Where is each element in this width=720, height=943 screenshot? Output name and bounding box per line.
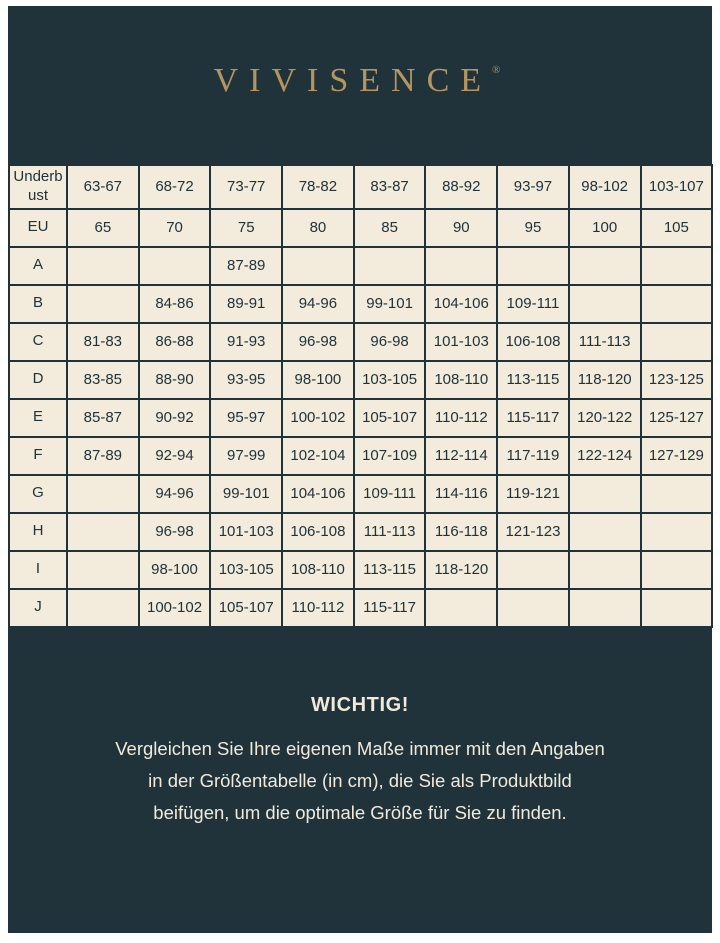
size-cell: 98-102 [569, 165, 641, 209]
size-cell: 94-96 [282, 285, 354, 323]
size-cell [354, 247, 426, 285]
size-cell: 101-103 [210, 513, 282, 551]
size-cell: 112-114 [425, 437, 497, 475]
size-cell [569, 475, 641, 513]
footer-body-text: Vergleichen Sie Ihre eigenen Maße immer mit den Angaben in der Größentabelle (in cm), die Sie als Produktbild beifügen, um die optimale Größe für Sie zu finden. [115, 737, 605, 824]
size-cell: 96-98 [354, 323, 426, 361]
size-cell: 127-129 [641, 437, 713, 475]
size-cell: 123-125 [641, 361, 713, 399]
size-cell: 84-86 [139, 285, 211, 323]
size-cell: 113-115 [354, 551, 426, 589]
size-cell: 75 [210, 209, 282, 247]
size-cell: 121-123 [497, 513, 569, 551]
table-row [9, 399, 712, 437]
size-cell: 88-92 [425, 165, 497, 209]
size-cell: 78-82 [282, 165, 354, 209]
size-table [8, 164, 713, 628]
size-cell: 104-106 [282, 475, 354, 513]
row-label-cell: D [9, 361, 67, 399]
size-cell: 99-101 [354, 285, 426, 323]
size-cell [569, 285, 641, 323]
size-cell: 83-87 [354, 165, 426, 209]
row-label-cell: I [9, 551, 67, 589]
size-cell: 106-108 [497, 323, 569, 361]
size-cell [139, 247, 211, 285]
size-cell: 93-97 [497, 165, 569, 209]
size-cell: 86-88 [139, 323, 211, 361]
size-cell [641, 247, 713, 285]
size-cell: 99-101 [210, 475, 282, 513]
size-cell: 85 [354, 209, 426, 247]
size-cell: 87-89 [210, 247, 282, 285]
footer-title: WICHTIG! [310, 693, 410, 716]
row-label-cell: A [9, 247, 67, 285]
size-cell: 103-105 [210, 551, 282, 589]
size-cell: 90-92 [139, 399, 211, 437]
size-cell [425, 247, 497, 285]
table-row [9, 551, 712, 589]
size-cell [569, 247, 641, 285]
row-label-cell: B [9, 285, 67, 323]
size-cell: 68-72 [139, 165, 211, 209]
size-cell: 110-112 [425, 399, 497, 437]
size-cell: 91-93 [210, 323, 282, 361]
size-cell: 100 [569, 209, 641, 247]
size-cell: 65 [67, 209, 139, 247]
table-row [9, 437, 712, 475]
size-cell: 95-97 [210, 399, 282, 437]
size-cell: 109-111 [354, 475, 426, 513]
size-cell: 115-117 [497, 399, 569, 437]
size-cell: 107-109 [354, 437, 426, 475]
brand-header [8, 6, 712, 100]
size-cell [67, 285, 139, 323]
size-cell: 108-110 [282, 551, 354, 589]
size-cell: 89-91 [210, 285, 282, 323]
size-cell: 93-95 [210, 361, 282, 399]
size-cell: 101-103 [425, 323, 497, 361]
size-cell: 73-77 [210, 165, 282, 209]
footer-note [8, 694, 712, 830]
size-cell [67, 589, 139, 627]
size-cell: 96-98 [139, 513, 211, 551]
row-label-cell: EU [9, 209, 67, 247]
size-cell: 103-107 [641, 165, 713, 209]
size-cell: 117-119 [497, 437, 569, 475]
size-cell [569, 589, 641, 627]
size-cell: 83-85 [67, 361, 139, 399]
size-cell [641, 589, 713, 627]
row-label-cell: E [9, 399, 67, 437]
size-cell: 114-116 [425, 475, 497, 513]
size-cell [497, 551, 569, 589]
size-cell [497, 247, 569, 285]
size-cell: 120-122 [569, 399, 641, 437]
size-cell: 125-127 [641, 399, 713, 437]
size-cell: 81-83 [67, 323, 139, 361]
size-cell [497, 589, 569, 627]
brand-logo [214, 62, 507, 100]
size-cell: 97-99 [210, 437, 282, 475]
table-row [9, 209, 712, 247]
size-cell: 108-110 [425, 361, 497, 399]
size-cell: 92-94 [139, 437, 211, 475]
size-cell: 111-113 [354, 513, 426, 551]
table-row [9, 475, 712, 513]
size-cell [641, 551, 713, 589]
row-label-cell: H [9, 513, 67, 551]
size-cell [67, 247, 139, 285]
size-cell: 63-67 [67, 165, 139, 209]
size-cell: 98-100 [282, 361, 354, 399]
size-cell [425, 589, 497, 627]
size-cell [67, 513, 139, 551]
row-label-cell: Underbust [9, 165, 67, 209]
size-cell [641, 285, 713, 323]
dark-panel [8, 6, 712, 933]
table-row [9, 513, 712, 551]
size-cell [569, 513, 641, 551]
size-cell: 90 [425, 209, 497, 247]
size-cell: 96-98 [282, 323, 354, 361]
size-cell: 113-115 [497, 361, 569, 399]
row-label-cell: G [9, 475, 67, 513]
size-cell: 100-102 [282, 399, 354, 437]
size-cell: 104-106 [425, 285, 497, 323]
size-cell: 119-121 [497, 475, 569, 513]
size-cell: 106-108 [282, 513, 354, 551]
size-cell: 105 [641, 209, 713, 247]
size-cell: 116-118 [425, 513, 497, 551]
row-label-cell: C [9, 323, 67, 361]
size-cell: 115-117 [354, 589, 426, 627]
size-cell [282, 247, 354, 285]
size-cell [641, 475, 713, 513]
size-cell [67, 475, 139, 513]
size-cell: 105-107 [210, 589, 282, 627]
size-cell [67, 551, 139, 589]
table-header-row [9, 165, 712, 209]
size-cell: 105-107 [354, 399, 426, 437]
brand-logo-text: VIVISENCE [213, 62, 493, 99]
table-row [9, 285, 712, 323]
size-cell [641, 323, 713, 361]
table-row [9, 361, 712, 399]
size-cell: 87-89 [67, 437, 139, 475]
table-row [9, 589, 712, 627]
size-cell: 80 [282, 209, 354, 247]
table-row [9, 323, 712, 361]
table-row [9, 247, 712, 285]
size-cell: 103-105 [354, 361, 426, 399]
size-cell: 110-112 [282, 589, 354, 627]
row-label-cell: F [9, 437, 67, 475]
size-table-body [9, 165, 712, 627]
size-cell: 109-111 [497, 285, 569, 323]
size-cell: 94-96 [139, 475, 211, 513]
size-cell: 98-100 [139, 551, 211, 589]
registered-trademark-symbol: ® [492, 64, 501, 76]
size-cell: 85-87 [67, 399, 139, 437]
size-cell [569, 551, 641, 589]
size-cell: 118-120 [425, 551, 497, 589]
size-cell: 70 [139, 209, 211, 247]
size-cell: 118-120 [569, 361, 641, 399]
size-cell: 95 [497, 209, 569, 247]
size-cell: 102-104 [282, 437, 354, 475]
size-cell: 88-90 [139, 361, 211, 399]
size-cell: 100-102 [139, 589, 211, 627]
size-cell: 111-113 [569, 323, 641, 361]
size-cell: 122-124 [569, 437, 641, 475]
row-label-cell: J [9, 589, 67, 627]
size-cell [641, 513, 713, 551]
